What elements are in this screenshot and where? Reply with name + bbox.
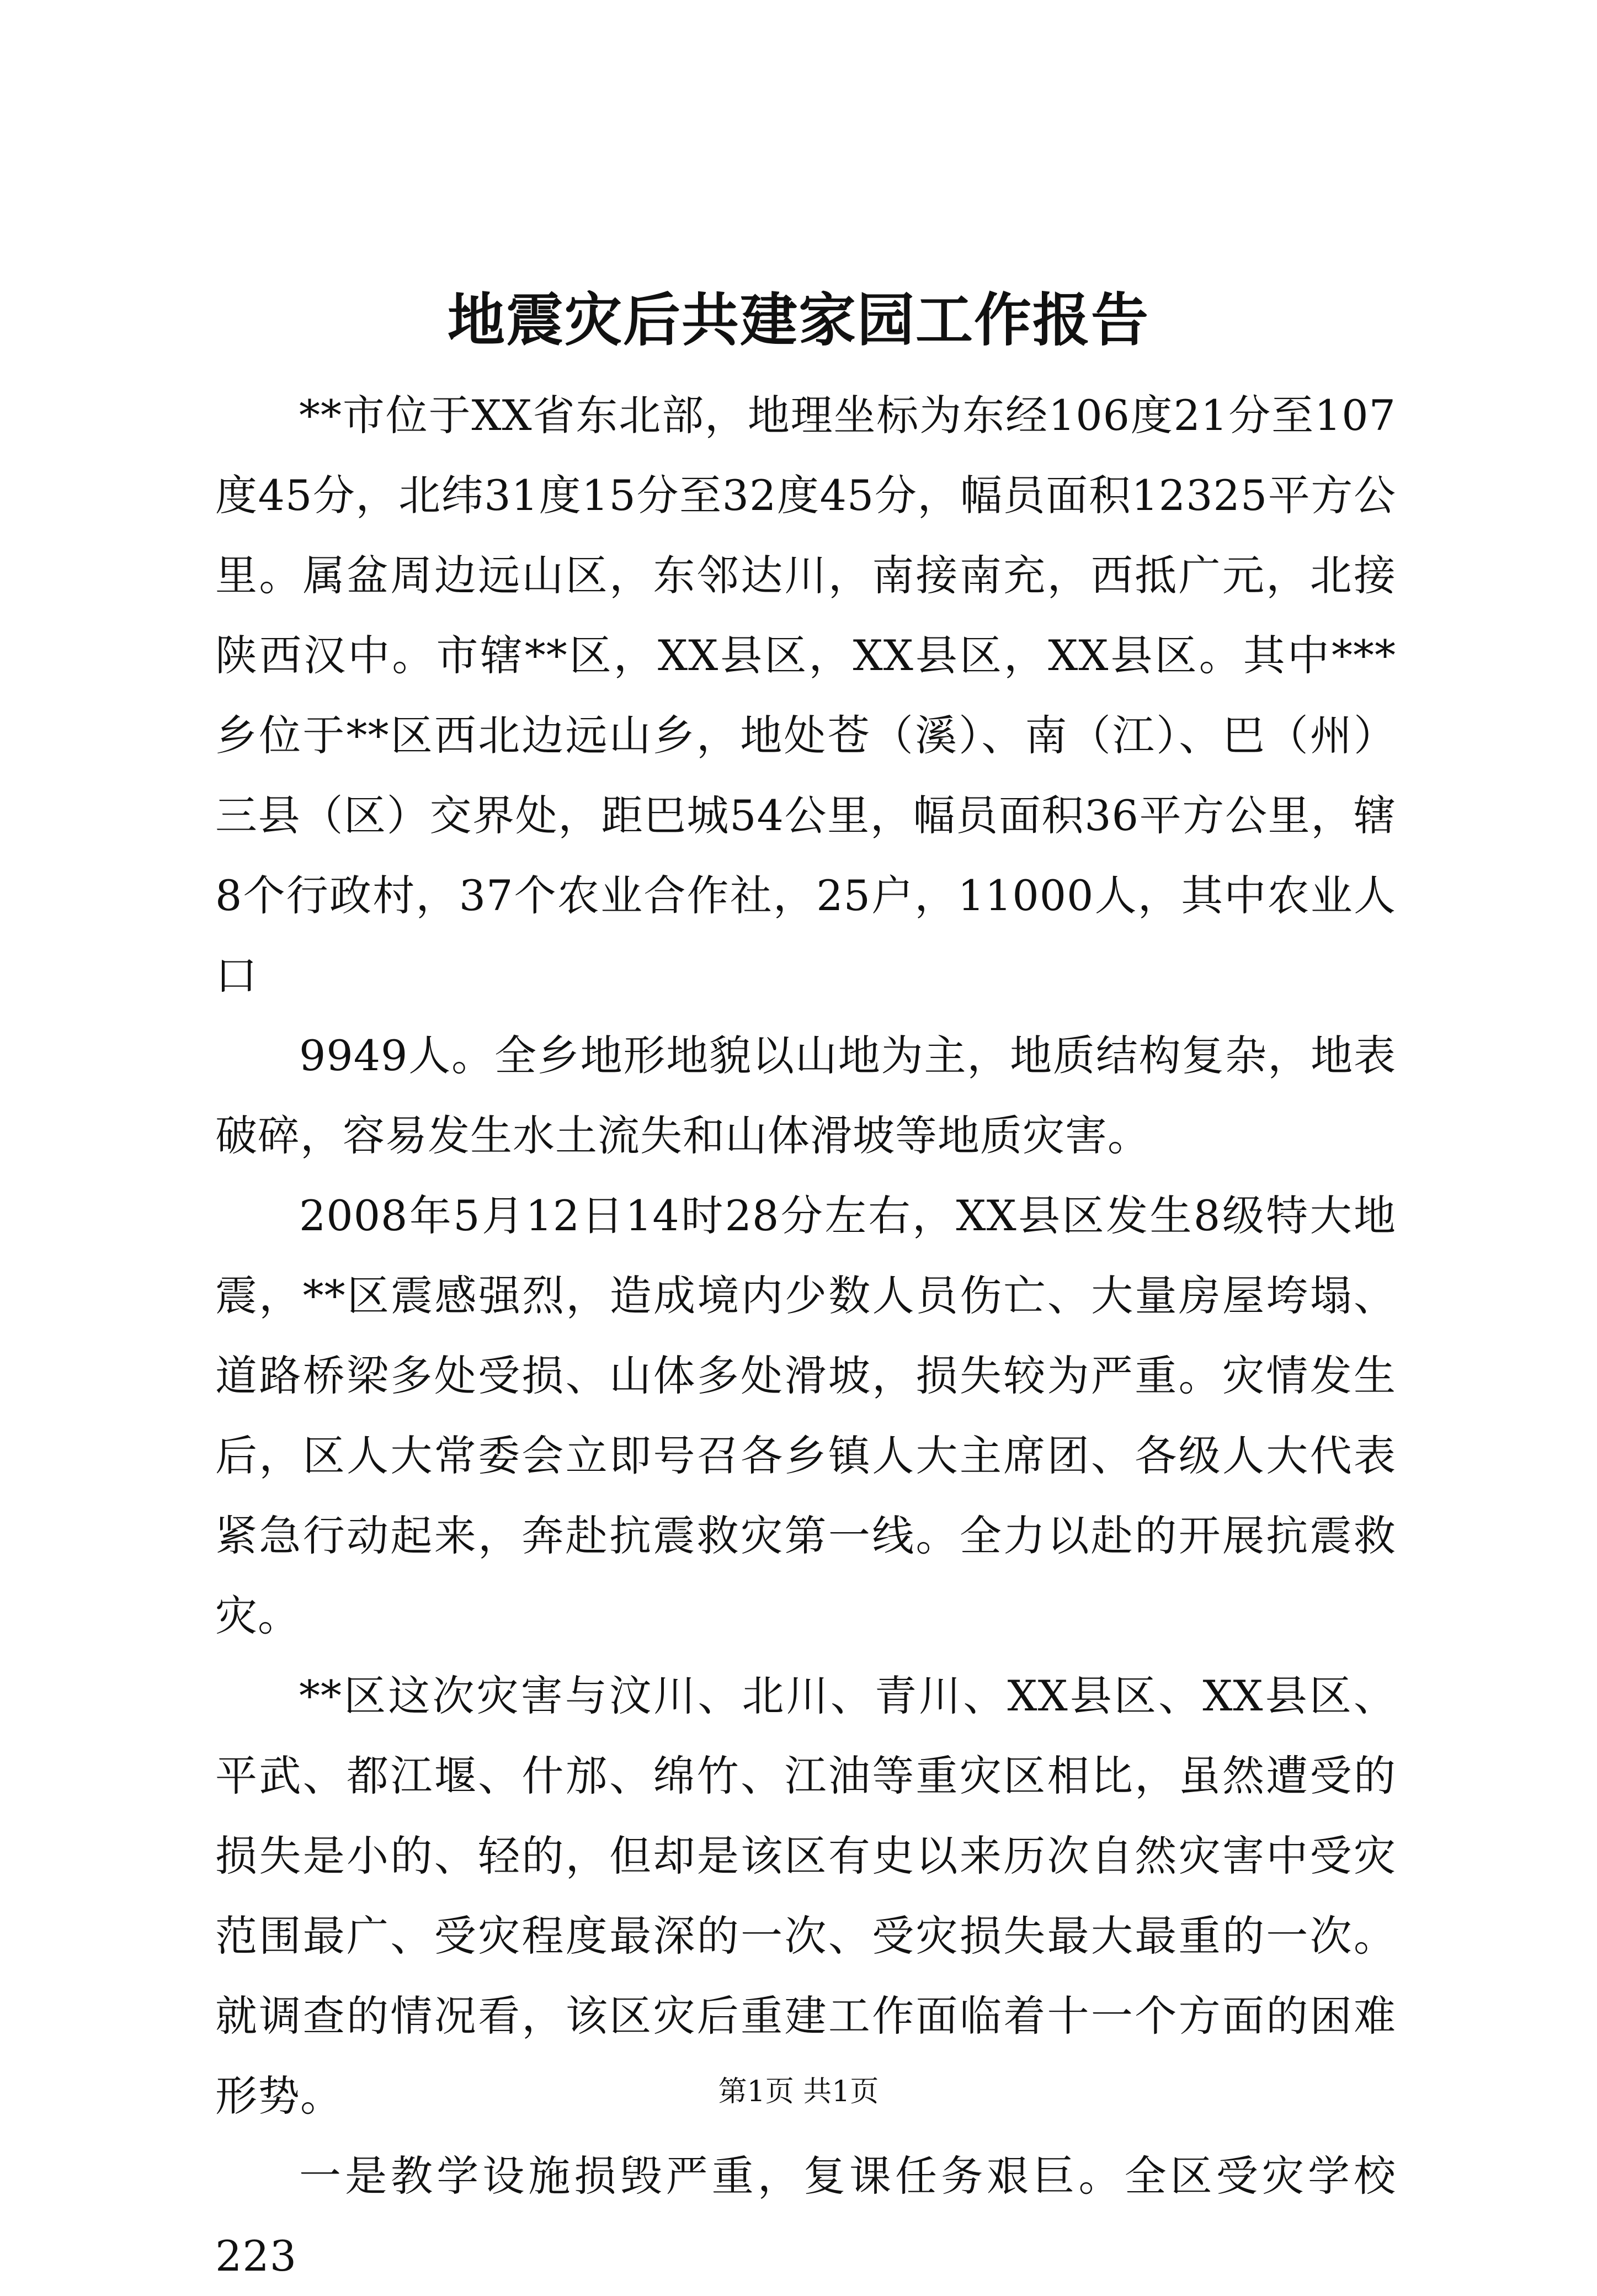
document-title: 地震灾后共建家园工作报告 <box>447 286 1149 354</box>
paragraph-education: 一是教学设施损毁严重，复课任务艰巨。全区受灾学校223 <box>215 2151 1396 2281</box>
paragraph-damage-comparison: **区这次灾害与汶川、北川、青川、XX县区、XX县区、平武、都江堰、什邡、绵竹、江油等重灾区相比，虽然遭受的损失是小的、轻的，但却是该区有史以来历次自然灾害中受灾范围最广、受灾程度最深的一次、受灾损失最大最重的一次。就调查的情况看，该区灾后重建工作面临着十一个方面的困难形势。 <box>215 1671 1396 2120</box>
document-body <box>215 375 1396 2296</box>
page-footer: 第1页 共1页 <box>718 2075 879 2108</box>
paragraph-earthquake: 2008年5月12日14时28分左右，XX县区发生8级特大地震，**区震感强烈，造成境内少数人员伤亡、大量房屋垮塌、道路桥梁多处受损、山体多处滑坡，损失较为严重。灾情发生后，区人大常委会立即号召各乡镇人大主席团、各级人大代表紧急行动起来，奔赴抗震救灾第一线。全力以赴的开展抗震救灾。 <box>215 1191 1396 1640</box>
paragraph-terrain: 9949人。全乡地形地貌以山地为主，地质结构复杂，地表破碎，容易发生水土流失和山体滑坡等地质灾害。 <box>215 1031 1396 1160</box>
paragraph-location: **市位于XX省东北部，地理坐标为东经106度21分至107度45分，北纬31度15分至32度45分，幅员面积12325平方公里。属盆周边远山区，东邻达川，南接南充，西抵广元，北接陕西汉中。市辖**区，XX县区，XX县区，XX县区。其中***乡位于**区西北边远山乡，地处苍（溪）、南（江）、巴（州）三县（区）交界处，距巴城54公里，幅员面积36平方公里，辖8个行政村，37个农业合作社，25户，11000人，其中农业人口 <box>215 391 1396 1000</box>
